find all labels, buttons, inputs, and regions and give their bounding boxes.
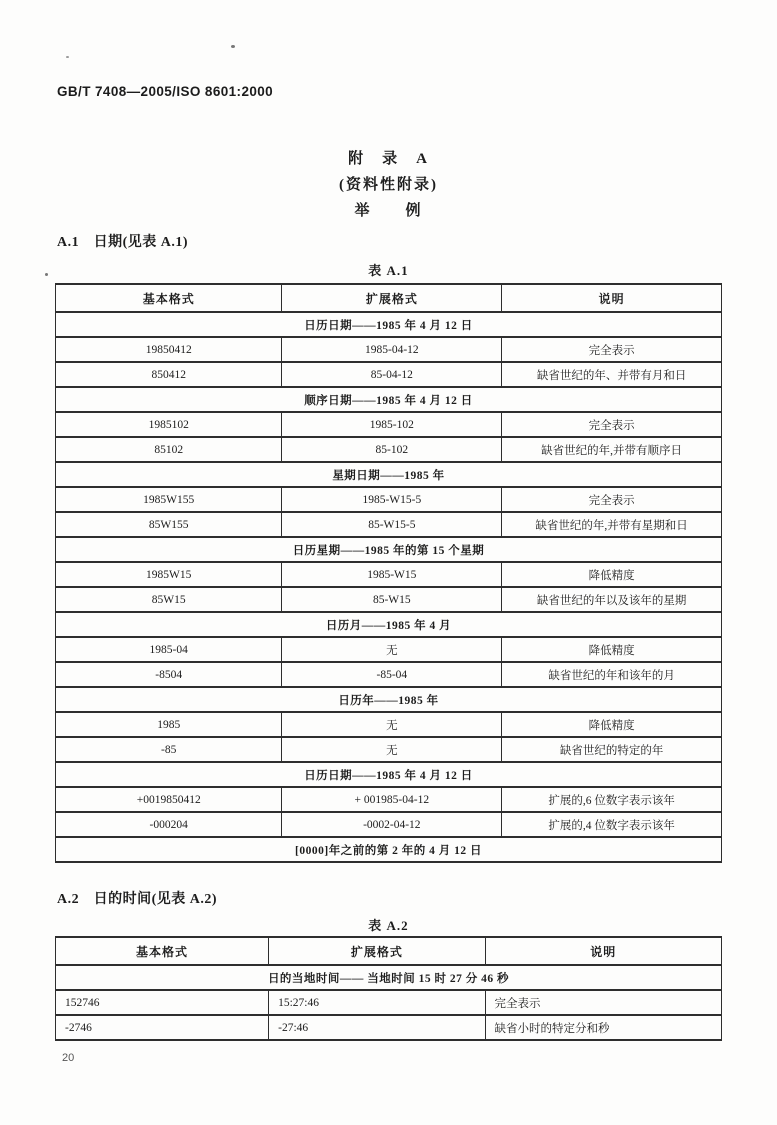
note-cell: 缺省世纪的特定的年 — [502, 737, 722, 762]
appendix-title-block — [0, 146, 777, 224]
table-row — [56, 637, 722, 662]
group-label-cell: 日历日期——1985 年 4 月 12 日 — [56, 312, 722, 337]
table-row — [56, 990, 722, 1015]
table-row — [56, 712, 722, 737]
note-cell: 缺省世纪的年和该年的月 — [502, 662, 722, 687]
group-label-row — [56, 762, 722, 787]
basic-format-cell: 1985W15 — [56, 562, 282, 587]
note-cell: 扩展的,4 位数字表示该年 — [502, 812, 722, 837]
appendix-examples-label: 举 例 — [354, 203, 423, 219]
basic-format-cell: 1985102 — [56, 412, 282, 437]
basic-format-cell: 85102 — [56, 437, 282, 462]
group-label-cell: 日的当地时间—— 当地时间 15 时 27 分 46 秒 — [56, 965, 722, 990]
basic-format-cell: +0019850412 — [56, 787, 282, 812]
standard-number-header: GB/T 7408—2005/ISO 8601:2000 — [57, 84, 274, 99]
note-cell: 降低精度 — [502, 637, 722, 662]
note-cell: 完全表示 — [485, 990, 721, 1015]
basic-format-cell: -000204 — [56, 812, 282, 837]
table-row — [56, 587, 722, 612]
note-cell: 降低精度 — [502, 712, 722, 737]
basic-format-cell: 85W155 — [56, 512, 282, 537]
table-row — [56, 412, 722, 437]
note-cell: 扩展的,6 位数字表示该年 — [502, 787, 722, 812]
appendix-subtitle: (资料性附录) — [339, 177, 438, 193]
table-row — [56, 437, 722, 462]
note-cell: 缺省世纪的年,并带有顺序日 — [502, 437, 722, 462]
table-a2 — [55, 936, 722, 1041]
group-label-cell: [0000]年之前的第 2 年的 4 月 12 日 — [56, 837, 722, 862]
group-label-cell: 星期日期——1985 年 — [56, 462, 722, 487]
extended-format-cell: -85-04 — [282, 662, 502, 687]
extended-format-cell: 1985-W15-5 — [282, 487, 502, 512]
basic-format-cell: 1985W155 — [56, 487, 282, 512]
extended-format-cell: -27:46 — [269, 1015, 485, 1040]
table-row — [56, 487, 722, 512]
table-a1-caption: 表 A.1 — [368, 263, 409, 278]
group-label-cell: 日历月——1985 年 4 月 — [56, 612, 722, 637]
column-header-extended-format: 扩展格式 — [269, 937, 485, 965]
note-cell: 完全表示 — [502, 337, 722, 362]
table-row — [56, 787, 722, 812]
table-row — [56, 662, 722, 687]
group-label-row — [56, 537, 722, 562]
table-header-row — [56, 937, 722, 965]
table-row — [56, 512, 722, 537]
basic-format-cell: 1985-04 — [56, 637, 282, 662]
note-cell: 缺省小时的特定分和秒 — [485, 1015, 721, 1040]
extended-format-cell: 1985-102 — [282, 412, 502, 437]
group-label-row — [56, 837, 722, 862]
group-label-row — [56, 387, 722, 412]
note-cell: 降低精度 — [502, 562, 722, 587]
basic-format-cell: 19850412 — [56, 337, 282, 362]
basic-format-cell: 1985 — [56, 712, 282, 737]
group-label-cell: 日历星期——1985 年的第 15 个星期 — [56, 537, 722, 562]
scan-speck — [231, 45, 235, 48]
basic-format-cell: 85W15 — [56, 587, 282, 612]
group-label-row — [56, 312, 722, 337]
table-row — [56, 1015, 722, 1040]
extended-format-cell: 15:27:46 — [269, 990, 485, 1015]
extended-format-cell: 无 — [282, 637, 502, 662]
table-row — [56, 337, 722, 362]
note-cell: 完全表示 — [502, 412, 722, 437]
column-header-extended-format: 扩展格式 — [282, 284, 502, 312]
column-header-basic-format: 基本格式 — [56, 937, 269, 965]
group-label-row — [56, 612, 722, 637]
extended-format-cell: + 001985-04-12 — [282, 787, 502, 812]
extended-format-cell: 85-W15 — [282, 587, 502, 612]
appendix-title: 附 录 A — [348, 151, 429, 167]
column-header-basic-format: 基本格式 — [56, 284, 282, 312]
table-row — [56, 737, 722, 762]
basic-format-cell: -2746 — [56, 1015, 269, 1040]
group-label-cell: 日历年——1985 年 — [56, 687, 722, 712]
table-header-row — [56, 284, 722, 312]
note-cell: 完全表示 — [502, 487, 722, 512]
extended-format-cell: 无 — [282, 712, 502, 737]
group-label-cell: 日历日期——1985 年 4 月 12 日 — [56, 762, 722, 787]
extended-format-cell: 无 — [282, 737, 502, 762]
scan-speck — [45, 273, 48, 276]
extended-format-cell: 85-102 — [282, 437, 502, 462]
extended-format-cell: 85-W15-5 — [282, 512, 502, 537]
column-header-note: 说明 — [485, 937, 721, 965]
group-label-row — [56, 687, 722, 712]
extended-format-cell: 1985-04-12 — [282, 337, 502, 362]
extended-format-cell: -0002-04-12 — [282, 812, 502, 837]
extended-format-cell: 85-04-12 — [282, 362, 502, 387]
page-number: 20 — [62, 1052, 75, 1064]
table-row — [56, 362, 722, 387]
table-a1 — [55, 283, 722, 863]
basic-format-cell: -85 — [56, 737, 282, 762]
section-a1-heading: A.1 日期(见表 A.1) — [57, 235, 189, 250]
group-label-cell: 顺序日期——1985 年 4 月 12 日 — [56, 387, 722, 412]
group-label-row — [56, 462, 722, 487]
basic-format-cell: 152746 — [56, 990, 269, 1015]
basic-format-cell: -8504 — [56, 662, 282, 687]
scan-speck — [66, 56, 69, 58]
basic-format-cell: 850412 — [56, 362, 282, 387]
table-a2-caption: 表 A.2 — [368, 918, 409, 933]
section-a2-heading: A.2 日的时间(见表 A.2) — [57, 892, 218, 907]
column-header-note: 说明 — [502, 284, 722, 312]
note-cell: 缺省世纪的年,并带有星期和日 — [502, 512, 722, 537]
note-cell: 缺省世纪的年以及该年的星期 — [502, 587, 722, 612]
note-cell: 缺省世纪的年、并带有月和日 — [502, 362, 722, 387]
table-row — [56, 812, 722, 837]
group-label-row — [56, 965, 722, 990]
table-row — [56, 562, 722, 587]
extended-format-cell: 1985-W15 — [282, 562, 502, 587]
